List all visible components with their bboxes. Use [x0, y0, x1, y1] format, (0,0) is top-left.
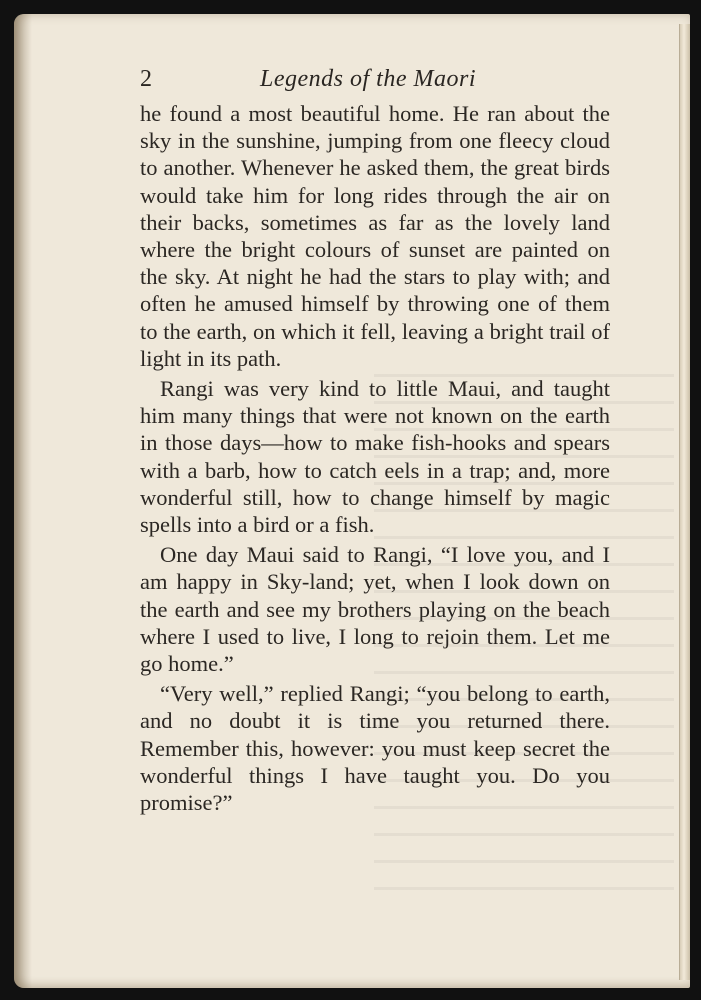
running-header [140, 58, 610, 98]
page-gutter-shadow [14, 14, 32, 988]
page-edge [679, 24, 690, 980]
page-number: 2 [140, 66, 152, 92]
running-title: Legends of the Maori [260, 66, 476, 92]
paragraph: “Very well,” replied Rangi; “you belong to earth, and no doubt it is time you returned there. Remember this, however: you must keep secret the wonderful things I have taught you. Do you promise?” [140, 681, 610, 816]
paragraph: Rangi was very kind to little Maui, and taught him many things that were not known on the earth in those days—how to make fish-hooks and spears with a barb, how to catch eels in a trap; and, more wonderful still, how to change himself by magic spells into a bird or a fish. [140, 376, 610, 538]
paragraph: he found a most beautiful home. He ran about the sky in the sunshine, jumping from one fleecy cloud to another. Whenever he asked them, the great birds would take him for long rides through the air on their backs, sometimes as far as the lovely land where the bright colours of sunset are painted on the sky. At night he had the stars to play with; and often he amused himself by throwing one of them to the earth, on which it fell, leaving a bright trail of light in its path. [140, 101, 610, 371]
body-text [140, 100, 610, 819]
paragraph: One day Maui said to Rangi, “I love you, and I am happy in Sky-land; yet, when I look down on the earth and see my brothers playing on the beach where I used to live, I long to rejoin them. Let me go home.” [140, 542, 610, 677]
